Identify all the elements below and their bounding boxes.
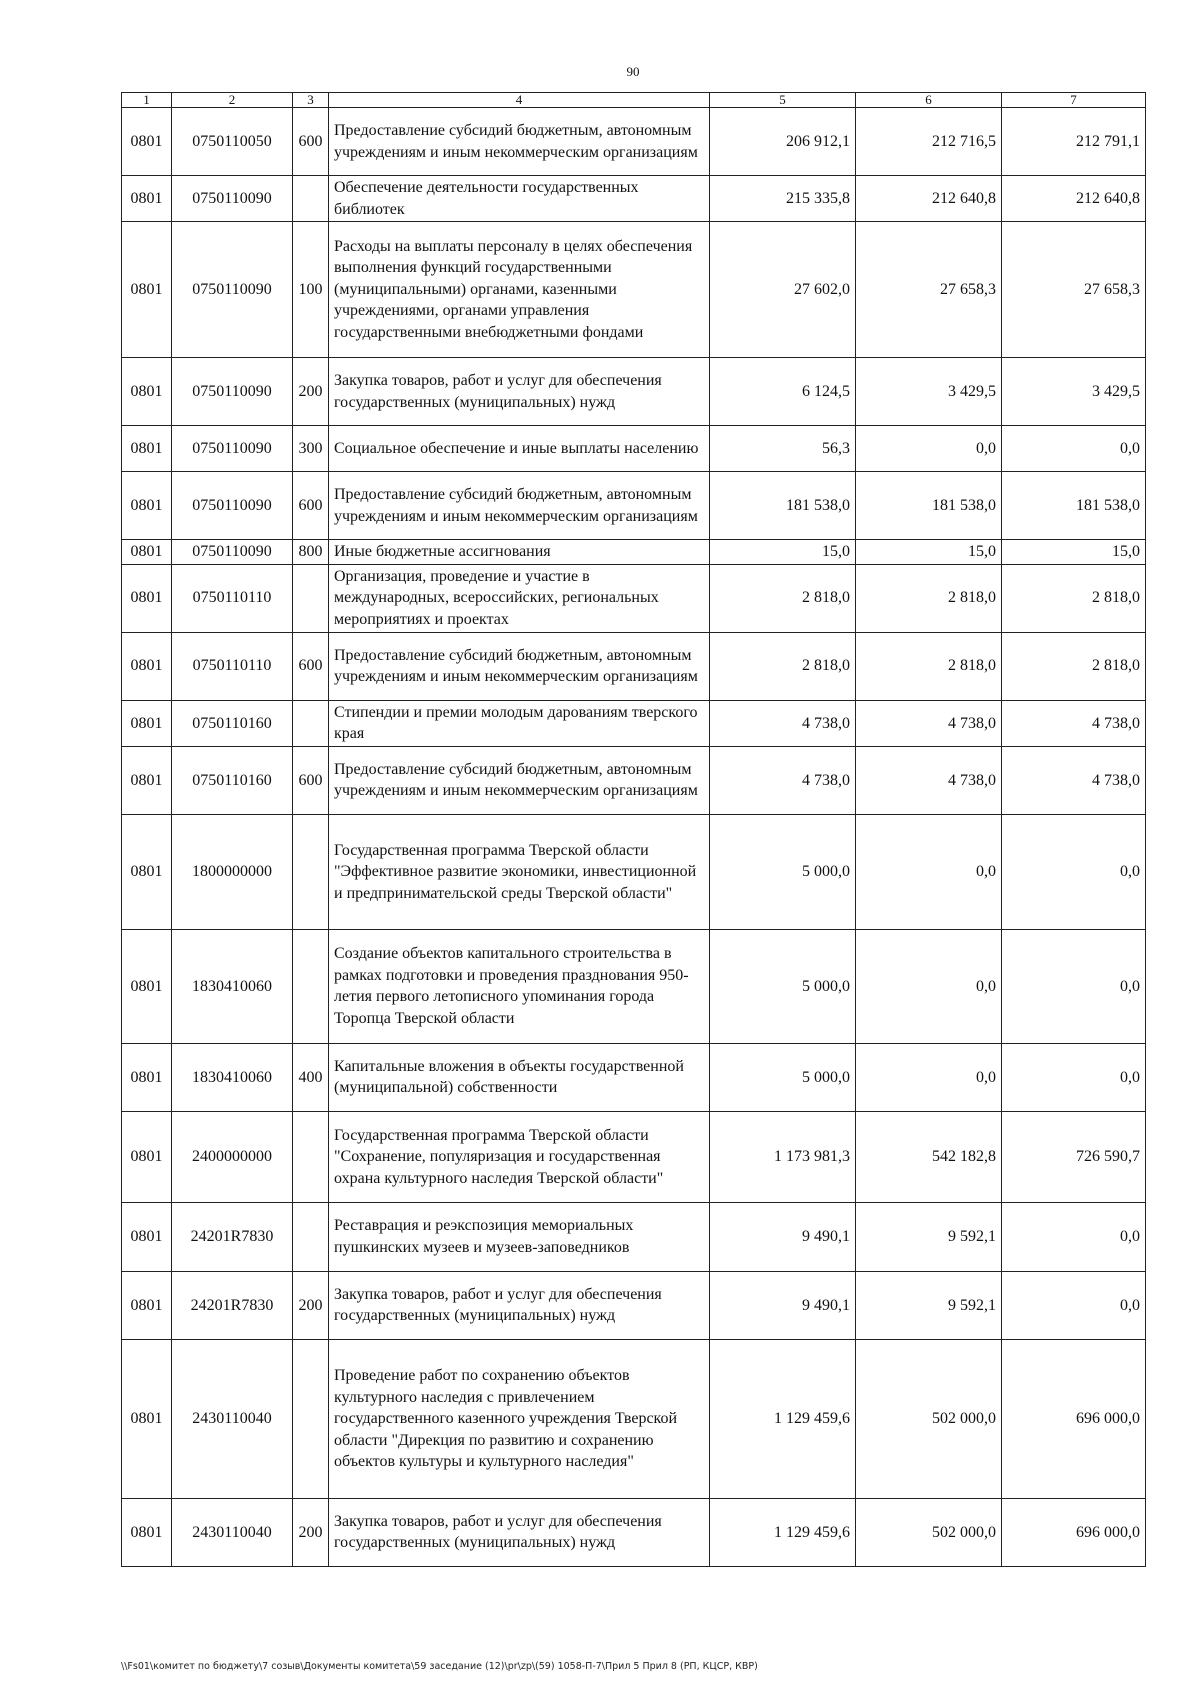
- table-row: [122, 1498, 1146, 1566]
- expense-type-code: 800: [293, 540, 329, 565]
- section-code: 0801: [122, 1043, 172, 1111]
- description: Стипендии и премии молодым дарованиям тверского края: [329, 700, 710, 746]
- section-code: 0801: [122, 222, 172, 358]
- amount-col5: 4 738,0: [710, 700, 856, 746]
- amount-col7: 0,0: [1002, 1202, 1146, 1271]
- target-article-code: 1830410060: [172, 929, 293, 1043]
- section-code: 0801: [122, 1339, 172, 1498]
- amount-col6: 3 429,5: [856, 358, 1002, 426]
- amount-col6: 212 716,5: [856, 108, 1002, 176]
- table-row: [122, 632, 1146, 700]
- target-article-code: 1800000000: [172, 814, 293, 929]
- amount-col7: 3 429,5: [1002, 358, 1146, 426]
- description: Закупка товаров, работ и услуг для обеспечения государственных (муниципальных) нужд: [329, 1498, 710, 1566]
- expense-type-code: [293, 1202, 329, 1271]
- amount-col7: 15,0: [1002, 540, 1146, 565]
- amount-col6: 0,0: [856, 1043, 1002, 1111]
- amount-col6: 502 000,0: [856, 1339, 1002, 1498]
- table-row: [122, 1043, 1146, 1111]
- amount-col6: 9 592,1: [856, 1271, 1002, 1339]
- description: Государственная программа Тверской области "Эффективное развитие экономики, инвестиционной и предпринимательской среды Тверской области": [329, 814, 710, 929]
- amount-col7: 726 590,7: [1002, 1111, 1146, 1202]
- expense-type-code: [293, 1339, 329, 1498]
- description: Обеспечение деятельности государственных библиотек: [329, 176, 710, 222]
- section-code: 0801: [122, 108, 172, 176]
- expense-type-code: 100: [293, 222, 329, 358]
- amount-col5: 5 000,0: [710, 929, 856, 1043]
- section-code: 0801: [122, 1498, 172, 1566]
- amount-col5: 5 000,0: [710, 814, 856, 929]
- section-code: 0801: [122, 176, 172, 222]
- expense-type-code: 200: [293, 1498, 329, 1566]
- target-article-code: 2430110040: [172, 1498, 293, 1566]
- description: Капитальные вложения в объекты государственной (муниципальной) собственности: [329, 1043, 710, 1111]
- description: Социальное обеспечение и иные выплаты населению: [329, 426, 710, 472]
- amount-col7: 212 640,8: [1002, 176, 1146, 222]
- column-header: 5: [710, 93, 856, 108]
- table-row: [122, 472, 1146, 540]
- table-row: [122, 1271, 1146, 1339]
- column-header: 7: [1002, 93, 1146, 108]
- budget-table: [121, 92, 1146, 1567]
- table-row: [122, 108, 1146, 176]
- column-header: 4: [329, 93, 710, 108]
- section-code: 0801: [122, 632, 172, 700]
- target-article-code: 2430110040: [172, 1339, 293, 1498]
- amount-col5: 5 000,0: [710, 1043, 856, 1111]
- expense-type-code: 200: [293, 1271, 329, 1339]
- table-row: [122, 814, 1146, 929]
- amount-col6: 4 738,0: [856, 700, 1002, 746]
- expense-type-code: 600: [293, 108, 329, 176]
- amount-col6: 27 658,3: [856, 222, 1002, 358]
- amount-col5: 181 538,0: [710, 472, 856, 540]
- column-header: 2: [172, 93, 293, 108]
- section-code: 0801: [122, 540, 172, 565]
- amount-col5: 2 818,0: [710, 564, 856, 632]
- amount-col6: 542 182,8: [856, 1111, 1002, 1202]
- amount-col6: 181 538,0: [856, 472, 1002, 540]
- expense-type-code: [293, 176, 329, 222]
- expense-type-code: 300: [293, 426, 329, 472]
- amount-col6: 0,0: [856, 929, 1002, 1043]
- amount-col5: 206 912,1: [710, 108, 856, 176]
- description: Предоставление субсидий бюджетным, автономным учреждениям и иным некоммерческим организациям: [329, 746, 710, 814]
- footer-file-path: \\Fs01\комитет по бюджету\7 созыв\Документы комитета\59 заседание (12)\pr\zp\(59) 1058-П-7\Прил 5 Прил 8 (РП, КЦСР, КВР): [121, 1661, 758, 1672]
- table-row: [122, 929, 1146, 1043]
- column-header: 1: [122, 93, 172, 108]
- header-row: [122, 93, 1146, 108]
- description: Расходы на выплаты персоналу в целях обеспечения выполнения функций государственными (муниципальными) органами, казенными учреждениями, органами управления государственными внебюджетными фондами: [329, 222, 710, 358]
- target-article-code: 24201R7830: [172, 1202, 293, 1271]
- expense-type-code: [293, 700, 329, 746]
- expense-type-code: [293, 814, 329, 929]
- expense-type-code: [293, 564, 329, 632]
- amount-col6: 2 818,0: [856, 632, 1002, 700]
- description: Предоставление субсидий бюджетным, автономным учреждениям и иным некоммерческим организациям: [329, 108, 710, 176]
- description: Предоставление субсидий бюджетным, автономным учреждениям и иным некоммерческим организациям: [329, 472, 710, 540]
- amount-col7: 0,0: [1002, 426, 1146, 472]
- target-article-code: 0750110090: [172, 540, 293, 565]
- expense-type-code: 600: [293, 746, 329, 814]
- table-row: [122, 222, 1146, 358]
- table-row: [122, 1339, 1146, 1498]
- amount-col7: 4 738,0: [1002, 700, 1146, 746]
- table-row: [122, 746, 1146, 814]
- table-row: [122, 700, 1146, 746]
- amount-col5: 9 490,1: [710, 1271, 856, 1339]
- table-row: [122, 1111, 1146, 1202]
- target-article-code: 0750110050: [172, 108, 293, 176]
- amount-col6: 2 818,0: [856, 564, 1002, 632]
- amount-col7: 27 658,3: [1002, 222, 1146, 358]
- target-article-code: 0750110110: [172, 564, 293, 632]
- section-code: 0801: [122, 1202, 172, 1271]
- expense-type-code: [293, 1111, 329, 1202]
- table-row: [122, 176, 1146, 222]
- amount-col5: 56,3: [710, 426, 856, 472]
- amount-col7: 212 791,1: [1002, 108, 1146, 176]
- description: Иные бюджетные ассигнования: [329, 540, 710, 565]
- amount-col6: 0,0: [856, 814, 1002, 929]
- amount-col5: 215 335,8: [710, 176, 856, 222]
- amount-col6: 9 592,1: [856, 1202, 1002, 1271]
- description: Проведение работ по сохранению объектов культурного наследия с привлечением государственного казенного учреждения Тверской области "Дирекция по развитию и сохранению объектов культуры и культурного наследия": [329, 1339, 710, 1498]
- amount-col5: 27 602,0: [710, 222, 856, 358]
- section-code: 0801: [122, 1271, 172, 1339]
- amount-col5: 2 818,0: [710, 632, 856, 700]
- amount-col5: 1 129 459,6: [710, 1498, 856, 1566]
- target-article-code: 24201R7830: [172, 1271, 293, 1339]
- section-code: 0801: [122, 426, 172, 472]
- expense-type-code: 400: [293, 1043, 329, 1111]
- amount-col7: 2 818,0: [1002, 632, 1146, 700]
- column-header: 3: [293, 93, 329, 108]
- target-article-code: 0750110090: [172, 222, 293, 358]
- table-row: [122, 358, 1146, 426]
- target-article-code: 0750110090: [172, 426, 293, 472]
- page-number: 90: [626, 64, 640, 79]
- section-code: 0801: [122, 746, 172, 814]
- amount-col5: 1 173 981,3: [710, 1111, 856, 1202]
- amount-col7: 2 818,0: [1002, 564, 1146, 632]
- section-code: 0801: [122, 700, 172, 746]
- target-article-code: 0750110160: [172, 746, 293, 814]
- amount-col7: 181 538,0: [1002, 472, 1146, 540]
- table-row: [122, 540, 1146, 565]
- description: Создание объектов капитального строительства в рамках подготовки и проведения празднования 950-летия первого летописного упоминания города Торопца Тверской области: [329, 929, 710, 1043]
- description: Предоставление субсидий бюджетным, автономным учреждениям и иным некоммерческим организациям: [329, 632, 710, 700]
- description: Закупка товаров, работ и услуг для обеспечения государственных (муниципальных) нужд: [329, 358, 710, 426]
- target-article-code: 2400000000: [172, 1111, 293, 1202]
- amount-col6: 4 738,0: [856, 746, 1002, 814]
- section-code: 0801: [122, 929, 172, 1043]
- amount-col5: 15,0: [710, 540, 856, 565]
- section-code: 0801: [122, 472, 172, 540]
- amount-col6: 0,0: [856, 426, 1002, 472]
- section-code: 0801: [122, 564, 172, 632]
- target-article-code: 0750110090: [172, 472, 293, 540]
- column-header: 6: [856, 93, 1002, 108]
- expense-type-code: [293, 929, 329, 1043]
- description: Государственная программа Тверской области "Сохранение, популяризация и государственная охрана культурного наследия Тверской области": [329, 1111, 710, 1202]
- expense-type-code: 600: [293, 632, 329, 700]
- amount-col6: 212 640,8: [856, 176, 1002, 222]
- amount-col6: 502 000,0: [856, 1498, 1002, 1566]
- section-code: 0801: [122, 814, 172, 929]
- target-article-code: 0750110160: [172, 700, 293, 746]
- description: Организация, проведение и участие в международных, всероссийских, региональных мероприятиях и проектах: [329, 564, 710, 632]
- table-row: [122, 564, 1146, 632]
- amount-col7: 0,0: [1002, 814, 1146, 929]
- amount-col7: 696 000,0: [1002, 1498, 1146, 1566]
- target-article-code: 0750110110: [172, 632, 293, 700]
- table-row: [122, 1202, 1146, 1271]
- amount-col7: 4 738,0: [1002, 746, 1146, 814]
- amount-col5: 1 129 459,6: [710, 1339, 856, 1498]
- amount-col7: 0,0: [1002, 1043, 1146, 1111]
- table-row: [122, 426, 1146, 472]
- amount-col6: 15,0: [856, 540, 1002, 565]
- amount-col7: 696 000,0: [1002, 1339, 1146, 1498]
- target-article-code: 0750110090: [172, 358, 293, 426]
- amount-col7: 0,0: [1002, 929, 1146, 1043]
- amount-col5: 4 738,0: [710, 746, 856, 814]
- expense-type-code: 600: [293, 472, 329, 540]
- target-article-code: 1830410060: [172, 1043, 293, 1111]
- target-article-code: 0750110090: [172, 176, 293, 222]
- amount-col7: 0,0: [1002, 1271, 1146, 1339]
- amount-col5: 9 490,1: [710, 1202, 856, 1271]
- description: Реставрация и реэкспозиция мемориальных пушкинских музеев и музеев-заповедников: [329, 1202, 710, 1271]
- amount-col5: 6 124,5: [710, 358, 856, 426]
- expense-type-code: 200: [293, 358, 329, 426]
- section-code: 0801: [122, 358, 172, 426]
- section-code: 0801: [122, 1111, 172, 1202]
- description: Закупка товаров, работ и услуг для обеспечения государственных (муниципальных) нужд: [329, 1271, 710, 1339]
